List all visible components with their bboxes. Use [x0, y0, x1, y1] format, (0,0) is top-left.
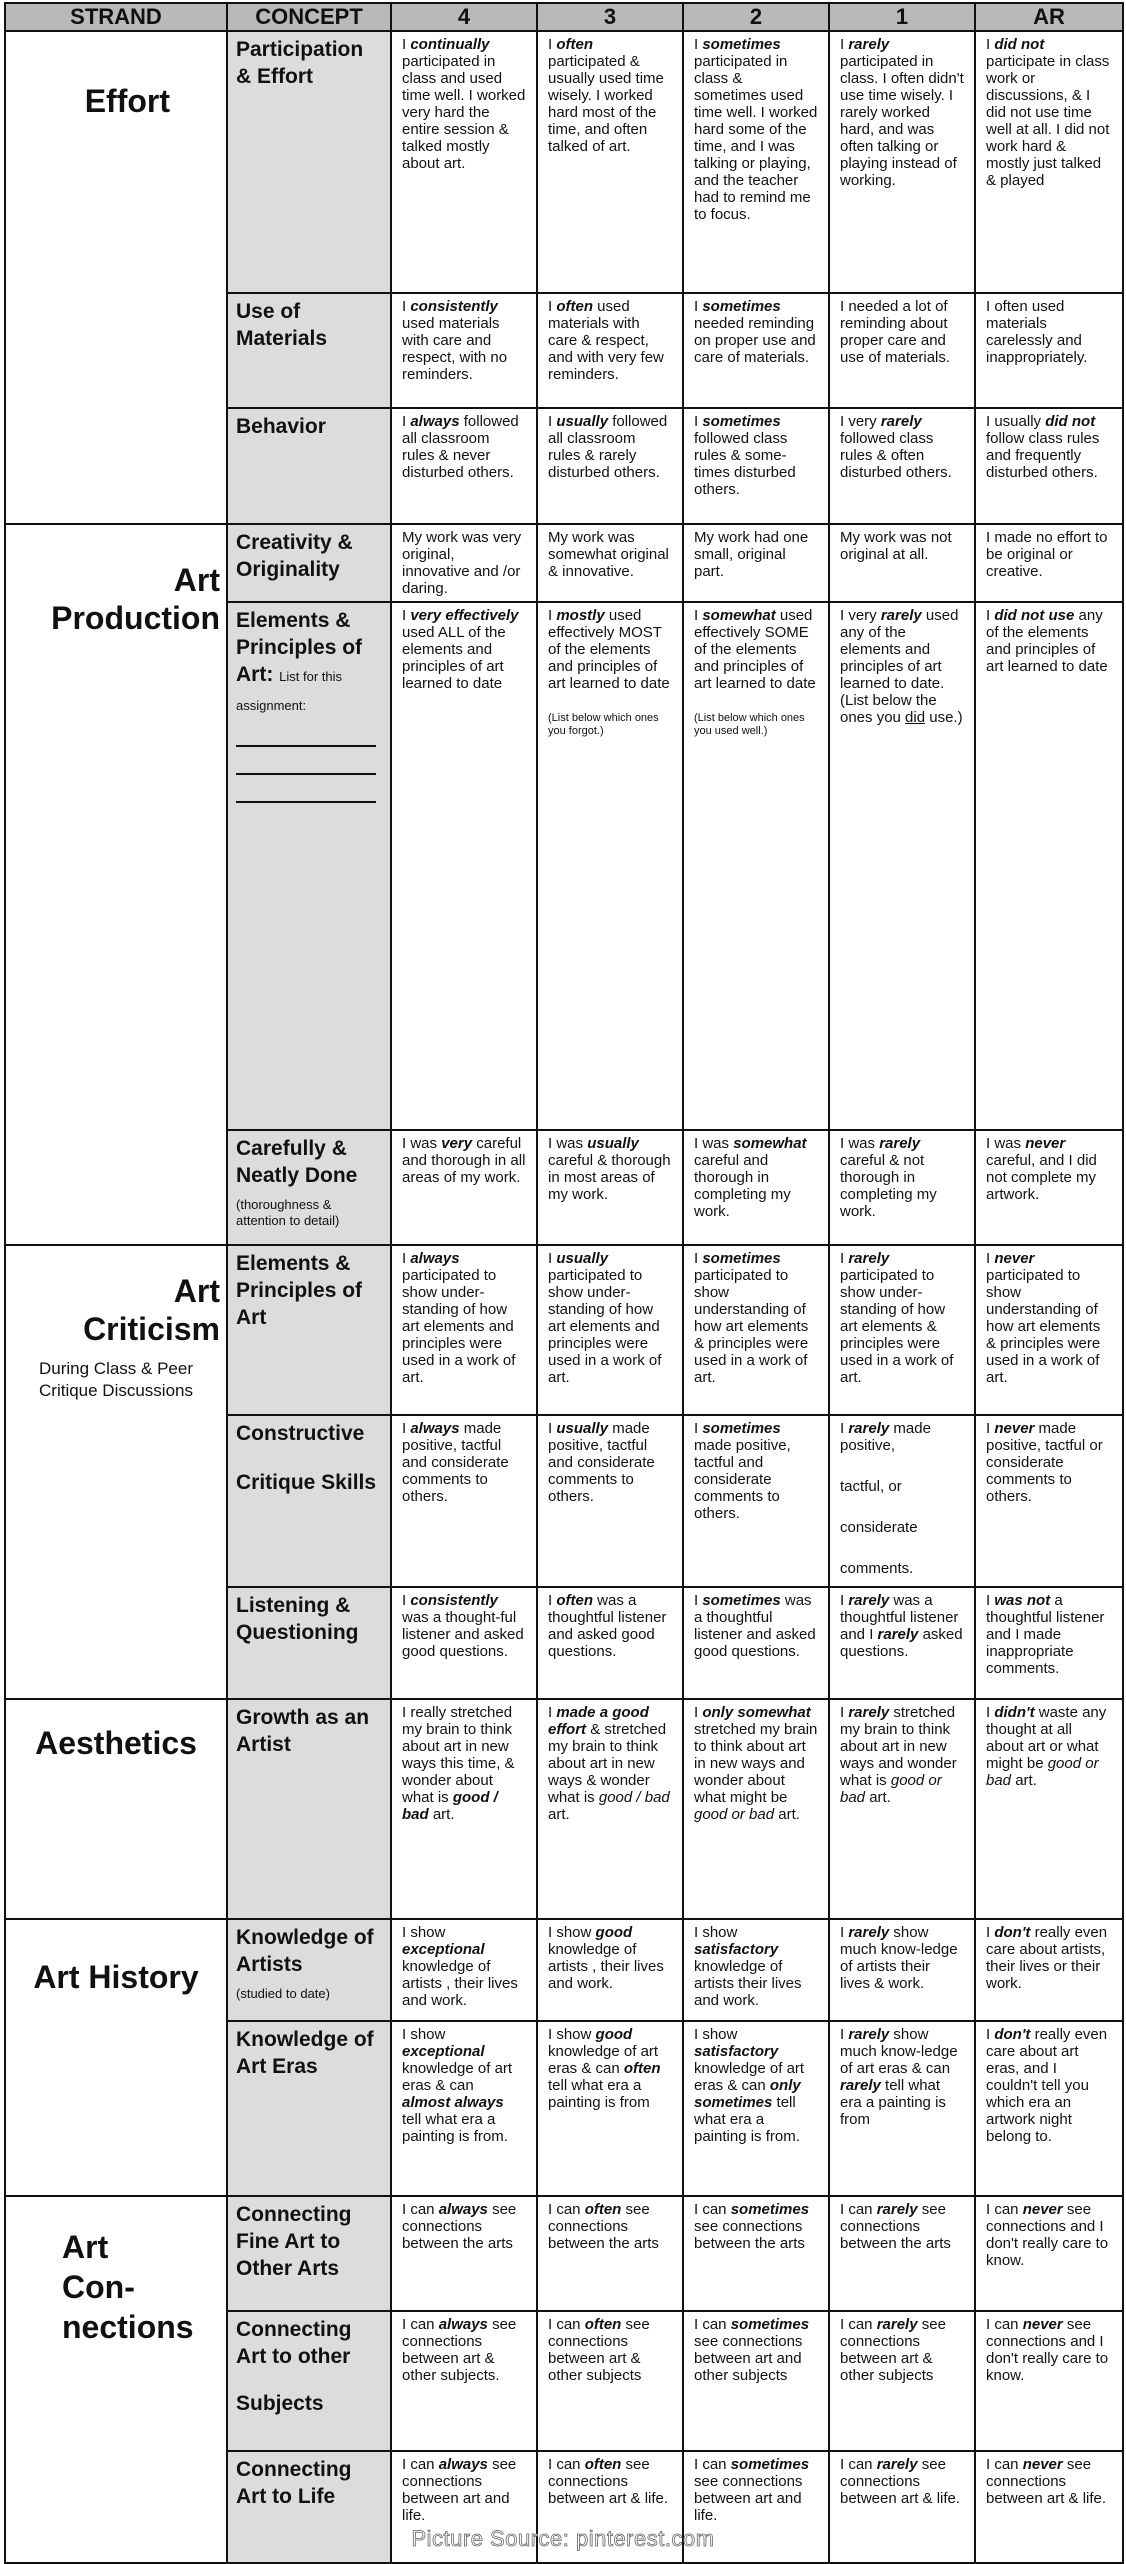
- score-3-cell: I usually participated to show under-standing of how art elements and principles were used in a work of art.: [537, 1245, 683, 1415]
- score-2-cell: I sometimes was a thoughtful listener and asked good questions.: [683, 1587, 829, 1699]
- score-2-cell: I show satisfactory knowledge of art eras & can only sometimes tell what era a painting is from.: [683, 2021, 829, 2196]
- score-ar-cell: I usually did not follow class rules and frequently disturbed others.: [975, 408, 1123, 524]
- score-4-cell: I was very careful and thorough in all areas of my work.: [391, 1130, 537, 1245]
- score-ar-cell: I can never see connections between art & life.: [975, 2451, 1123, 2563]
- concept-title: Elements & Principles of Art: List for this assignment:: [236, 609, 363, 713]
- score-2-cell: I sometimes participated to show understanding of how art elements & principles were used in a work of art.: [683, 1245, 829, 1415]
- score-2-cell: My work had one small, original part.: [683, 524, 829, 602]
- score-1-cell: My work was not original at all.: [829, 524, 975, 602]
- score-ar-cell: I never made positive, tactful or considerate comments to others.: [975, 1415, 1123, 1587]
- score-ar-cell: I didn't waste any thought at all about art or what might be good or bad art.: [975, 1699, 1123, 1919]
- blank-line: [236, 747, 376, 775]
- score-1-cell: I was rarely careful & not thorough in completing my work.: [829, 1130, 975, 1245]
- score-4-cell: I can always see connections between art and life.: [391, 2451, 537, 2563]
- row-elements-criticism: [5, 1245, 1123, 1415]
- score-4-cell: I always followed all classroom rules & never disturbed others.: [391, 408, 537, 524]
- header-score-3: 3: [537, 3, 683, 31]
- score-1-cell: I rarely was a thoughtful listener and I rarely asked questions.: [829, 1587, 975, 1699]
- score-1-cell: I rarely stretched my brain to think about art in new ways and wonder what is good or bad art.: [829, 1699, 975, 1919]
- strand-title: Art Production: [51, 562, 220, 636]
- score-2-cell: I show satisfactory knowledge of artists their lives and work.: [683, 1919, 829, 2021]
- score-1-cell: I can rarely see connections between art & other subjects: [829, 2311, 975, 2451]
- score-4-cell: I consistently was a thought-ful listener and asked good questions.: [391, 1587, 537, 1699]
- score-2-cell: I only somewhat stretched my brain to think about art in new ways and wonder about what might be good or bad art.: [683, 1699, 829, 1919]
- score-ar-cell: I often used materials carelessly and inappropriately.: [975, 293, 1123, 408]
- score-4-cell: I very effectively used ALL of the elements and principles of art learned to date: [391, 602, 537, 1130]
- score-ar-cell: I don't really even care about art eras, and I couldn't tell you which era an artwork night belong to.: [975, 2021, 1123, 2196]
- score-ar-cell: I can never see connections and I don't really care to know.: [975, 2311, 1123, 2451]
- concept-connecting-subjects: Connecting Art to other Subjects: [227, 2311, 391, 2451]
- score-ar-cell: I was not a thoughtful listener and I made inappropriate comments.: [975, 1587, 1123, 1699]
- score-2-cell: I was somewhat careful and thorough in completing my work.: [683, 1130, 829, 1245]
- strand-effort: [5, 31, 227, 524]
- concept-knowledge-artists: Knowledge of Artists (studied to date): [227, 1919, 391, 2021]
- score-4-cell: I show exceptional knowledge of art eras & can almost always tell what era a painting is from.: [391, 2021, 537, 2196]
- score-1-cell: I very rarely followed class rules & often disturbed others.: [829, 408, 975, 524]
- score-2-cell: I can sometimes see connections between art and other subjects: [683, 2311, 829, 2451]
- score-2-cell: I can sometimes see connections between the arts: [683, 2196, 829, 2311]
- score-1-cell: I can rarely see connections between the arts: [829, 2196, 975, 2311]
- concept-behavior: Behavior: [227, 408, 391, 524]
- score-3-cell: My work was somewhat original & innovative.: [537, 524, 683, 602]
- score-3-cell: I can often see connections between art & life.: [537, 2451, 683, 2563]
- strand-art-production: [5, 524, 227, 1245]
- score-ar-cell: I can never see connections and I don't really care to know.: [975, 2196, 1123, 2311]
- row-creativity: [5, 524, 1123, 602]
- header-score-4: 4: [391, 3, 537, 31]
- concept-knowledge-eras: Knowledge of Art Eras: [227, 2021, 391, 2196]
- strand-art-history: [5, 1919, 227, 2196]
- header-concept: CONCEPT: [227, 3, 391, 31]
- score-ar-cell: I did not participate in class work or discussions, & I did not use time well at all. I did not work hard & mostly just talked & played: [975, 31, 1123, 293]
- score-2-cell: I sometimes participated in class & sometimes used time well. I worked hard some of the time, and I was talking or playing, and the teacher had to remind me to focus.: [683, 31, 829, 293]
- row-growth: [5, 1699, 1123, 1919]
- concept-participation: Participation & Effort: [227, 31, 391, 293]
- score-ar-cell: I don't really even care about artists, their lives or their work.: [975, 1919, 1123, 2021]
- strand-art-criticism: [5, 1245, 227, 1699]
- header-score-2: 2: [683, 3, 829, 31]
- blank-line: [236, 719, 376, 747]
- score-3-cell: I can often see connections between art & other subjects: [537, 2311, 683, 2451]
- score-4-cell: I consistently used materials with care and respect, with no reminders.: [391, 293, 537, 408]
- header-score-ar: AR: [975, 3, 1123, 31]
- concept-listening: Listening & Questioning: [227, 1587, 391, 1699]
- concept-constructive: Constructive Critique Skills: [227, 1415, 391, 1587]
- concept-elements-criticism: Elements & Principles of Art: [227, 1245, 391, 1415]
- score-3-cell: I usually followed all classroom rules & rarely disturbed others.: [537, 408, 683, 524]
- strand-title: Art Con- nections: [62, 2229, 194, 2345]
- row-participation: [5, 31, 1123, 293]
- score-3-cell: I often participated & usually used time wisely. I worked hard most of the time, and often talked of art.: [537, 31, 683, 293]
- score-4-cell: I always made positive, tactful and considerate comments to others.: [391, 1415, 537, 1587]
- score-3-cell: I mostly used effectively MOST of the elements and principles of art learned to date (List below which ones you forgot.): [537, 602, 683, 1130]
- strand-title: Art History: [33, 1959, 199, 1995]
- header-row: [5, 3, 1123, 31]
- concept-use-materials: Use of Materials: [227, 293, 391, 408]
- score-1-cell: I rarely participated in class. I often didn't use time wisely. I rarely worked hard, and was often talking or playing instead of working.: [829, 31, 975, 293]
- concept-creativity: Creativity & Originality: [227, 524, 391, 602]
- score-4-cell: I can always see connections between the arts: [391, 2196, 537, 2311]
- score-4-cell: I always participated to show under-standing of how art elements and principles were used in a work of art.: [391, 1245, 537, 1415]
- score-2-cell: I sometimes followed class rules & some-times disturbed others.: [683, 408, 829, 524]
- picture-source-credit: Picture Source: pinterest.com: [411, 2526, 715, 2551]
- score-4-cell: I really stretched my brain to think about art in new ways this time, & wonder about what is good / bad art.: [391, 1699, 537, 1919]
- strand-aesthetics: [5, 1699, 227, 1919]
- header-strand: STRAND: [5, 3, 227, 31]
- strand-art-connections: [5, 2196, 227, 2563]
- score-2-cell: I somewhat used effectively SOME of the elements and principles of art learned to date (List below which ones you used well.): [683, 602, 829, 1130]
- score-ar-cell: I did not use any of the elements and principles of art learned to date: [975, 602, 1123, 1130]
- strand-title: Effort: [84, 83, 170, 119]
- strand-title: Aesthetics: [35, 1725, 197, 1761]
- score-4-cell: I continually participated in class and used time well. I worked very hard the entire session & talked mostly about art.: [391, 31, 537, 293]
- concept-connecting-life: Connecting Art to Life: [227, 2451, 391, 2563]
- concept-elements-production: [227, 602, 391, 1130]
- blank-line: [236, 775, 376, 803]
- score-1-cell: I rarely show much know-ledge of art eras & can rarely tell what era a painting is from: [829, 2021, 975, 2196]
- score-ar-cell: I made no effort to be original or creative.: [975, 524, 1123, 602]
- score-1-cell: I very rarely used any of the elements and principles of art learned to date. (List below the ones you did use.): [829, 602, 975, 1130]
- score-4-cell: I can always see connections between art & other subjects.: [391, 2311, 537, 2451]
- score-3-cell: I usually made positive, tactful and considerate comments to others.: [537, 1415, 683, 1587]
- score-2-cell: I sometimes needed reminding on proper use and care of materials.: [683, 293, 829, 408]
- score-3-cell: I made a good effort & stretched my brain to think about art in new ways & wonder what is good / bad art.: [537, 1699, 683, 1919]
- score-3-cell: I often used materials with care & respect, and with very few reminders.: [537, 293, 683, 408]
- score-2-cell: I sometimes made positive, tactful and considerate comments to others.: [683, 1415, 829, 1587]
- header-score-1: 1: [829, 3, 975, 31]
- score-1-cell: I needed a lot of reminding about proper care and use of materials.: [829, 293, 975, 408]
- strand-title: Art Criticism: [83, 1273, 220, 1347]
- score-4-cell: My work was very original, innovative and /or daring.: [391, 524, 537, 602]
- concept-growth: Growth as an Artist: [227, 1699, 391, 1919]
- score-ar-cell: I was never careful, and I did not complete my artwork.: [975, 1130, 1123, 1245]
- concept-carefully: Carefully & Neatly Done (thoroughness & attention to detail): [227, 1130, 391, 1245]
- score-3-cell: I often was a thoughtful listener and asked good questions.: [537, 1587, 683, 1699]
- score-ar-cell: I never participated to show understanding of how art elements & principles were used in a work of art.: [975, 1245, 1123, 1415]
- score-3-cell: I was usually careful & thorough in most areas of my work.: [537, 1130, 683, 1245]
- score-3-cell: I can often see connections between the arts: [537, 2196, 683, 2311]
- score-1-cell: I rarely made positive, tactful, or considerate comments.: [829, 1415, 975, 1587]
- row-connecting-fine: [5, 2196, 1123, 2311]
- score-4-cell: I show exceptional knowledge of artists , their lives and work.: [391, 1919, 537, 2021]
- score-1-cell: I rarely participated to show under-standing of how art elements & principles were used in a work of art.: [829, 1245, 975, 1415]
- score-3-cell: I show good knowledge of artists , their lives and work.: [537, 1919, 683, 2021]
- row-knowledge-artists: [5, 1919, 1123, 2021]
- concept-connecting-fine: Connecting Fine Art to Other Arts: [227, 2196, 391, 2311]
- score-1-cell: I rarely show much know-ledge of artists their lives & work.: [829, 1919, 975, 2021]
- score-1-cell: I can rarely see connections between art & life.: [829, 2451, 975, 2563]
- score-3-cell: I show good knowledge of art eras & can often tell what era a painting is from: [537, 2021, 683, 2196]
- rubric-table: [4, 2, 1124, 2564]
- strand-subtitle: During Class & Peer Critique Discussions: [38, 1359, 193, 1400]
- score-2-cell: I can sometimes see connections between art and life.: [683, 2451, 829, 2563]
